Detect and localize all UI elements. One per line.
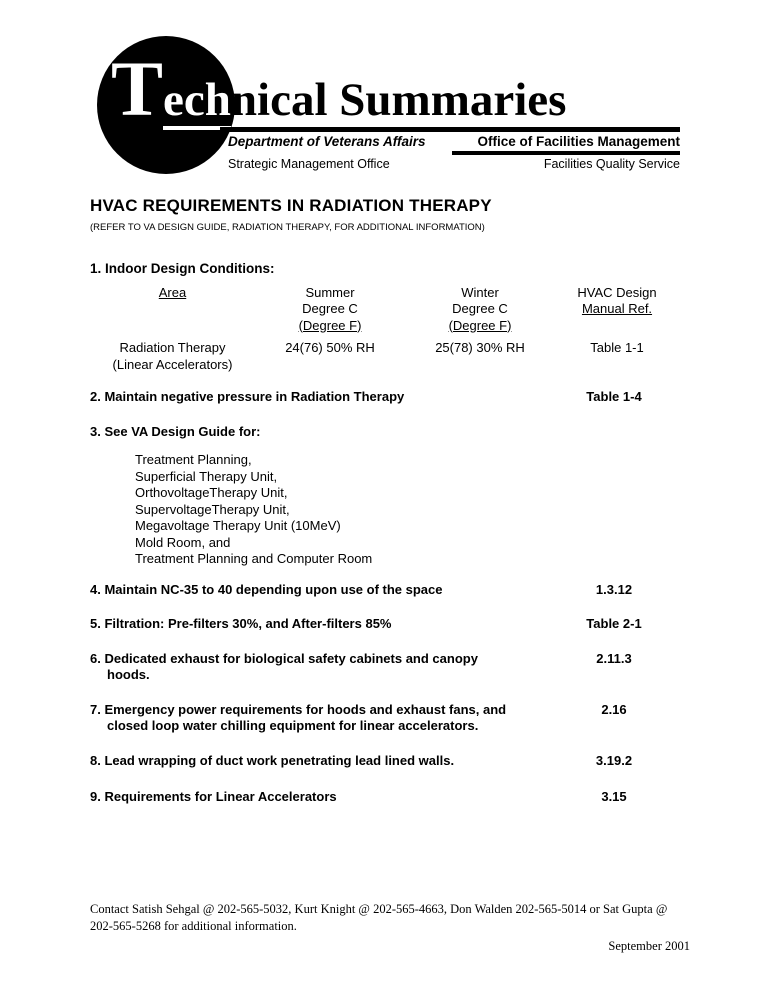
manual-ref-value: 2.16 bbox=[601, 701, 627, 717]
table-col-header-summer bbox=[255, 285, 405, 335]
design-guide-list bbox=[90, 452, 679, 568]
table-row-winter: 25(78) 30% RH bbox=[435, 340, 525, 355]
col-header-line: HVAC Design bbox=[577, 284, 657, 300]
table-row-area-line1: Radiation Therapy bbox=[119, 340, 226, 355]
requirement-text: 8. Lead wrapping of duct work penetrating lead lined walls. bbox=[90, 752, 455, 768]
requirement-text: 4. Maintain NC-35 to 40 depending upon use of the space bbox=[90, 581, 443, 597]
list-item: Mold Room, and bbox=[135, 534, 231, 550]
contact-line-1: Contact Satish Sehgal @ 202-565-5032, Kurt Knight @ 202-565-4663, Don Walden 202-565-5014 or Sat Gupta @ bbox=[90, 902, 668, 916]
col-header-line: (Degree F) bbox=[448, 317, 512, 333]
col-header-line: Summer bbox=[305, 284, 355, 300]
col-header-line: (Degree F) bbox=[298, 317, 362, 333]
table-row-area-line2: (Linear Accelerators) bbox=[112, 356, 233, 372]
requirement-item-4 bbox=[90, 582, 679, 599]
col-header-area-label: Area bbox=[158, 284, 187, 300]
logo-letter-t: T bbox=[111, 45, 164, 132]
col-header-line: Winter bbox=[461, 284, 499, 300]
section-1-heading: 1. Indoor Design Conditions: bbox=[90, 261, 275, 276]
requirement-text: 2. Maintain negative pressure in Radiation Therapy bbox=[90, 389, 405, 404]
department-office: Strategic Management Office bbox=[228, 157, 390, 171]
table-row-area bbox=[90, 340, 255, 373]
col-header-line: Degree C bbox=[302, 301, 358, 316]
logo-letters-ech: ech bbox=[163, 74, 231, 130]
manual-ref-value: Table 1-4 bbox=[586, 389, 642, 404]
col-header-line: Degree C bbox=[452, 301, 508, 316]
list-item: Treatment Planning and Computer Room bbox=[135, 551, 373, 566]
list-item: Megavoltage Therapy Unit (10MeV) bbox=[135, 518, 341, 533]
requirement-item-7 bbox=[90, 702, 679, 735]
contact-line-2: 202-565-5268 for additional information. bbox=[90, 919, 297, 933]
table-row-summer: 24(76) 50% RH bbox=[285, 340, 375, 355]
masthead-rule-right bbox=[452, 151, 680, 155]
requirement-text: 5. Filtration: Pre-filters 30%, and After-filters 85% bbox=[90, 616, 392, 631]
document-body bbox=[90, 196, 679, 824]
table-row-manual-ref: Table 1-1 bbox=[590, 340, 644, 355]
document-title: HVAC REQUIREMENTS IN RADIATION THERAPY bbox=[90, 196, 492, 215]
organization-service: Facilities Quality Service bbox=[543, 157, 680, 171]
requirement-line-2: closed loop water chilling equipment for linear accelerators. bbox=[107, 718, 479, 733]
table-col-header-area bbox=[90, 285, 255, 335]
requirement-line-1: 6. Dedicated exhaust for biological safety cabinets and canopy bbox=[90, 650, 478, 666]
manual-ref-value: 3.19.2 bbox=[595, 752, 633, 768]
requirement-line-1: 7. Emergency power requirements for hoods and exhaust fans, and bbox=[90, 701, 507, 717]
document-subtitle: (REFER TO VA DESIGN GUIDE, RADIATION THERAPY, FOR ADDITIONAL INFORMATION) bbox=[90, 222, 485, 233]
organization-name: Office of Facilities Management bbox=[477, 134, 680, 149]
table-col-header-manual-ref bbox=[555, 285, 679, 335]
list-item: Superficial Therapy Unit, bbox=[135, 468, 278, 484]
requirement-text: 9. Requirements for Linear Accelerators bbox=[90, 789, 337, 804]
requirement-item-9 bbox=[90, 789, 679, 806]
manual-ref-value: 3.15 bbox=[601, 789, 627, 804]
list-item: SupervoltageTherapy Unit, bbox=[135, 501, 290, 517]
masthead-rule-top bbox=[220, 127, 680, 132]
requirement-text bbox=[90, 651, 549, 684]
requirement-item-8 bbox=[90, 753, 679, 770]
list-item: OrthovoltageTherapy Unit, bbox=[135, 485, 288, 500]
list-item: Treatment Planning, bbox=[135, 452, 252, 467]
requirement-item-5 bbox=[90, 616, 679, 633]
manual-ref-value: 2.11.3 bbox=[596, 650, 632, 666]
logo-title bbox=[111, 45, 567, 132]
requirement-line-2: hoods. bbox=[107, 667, 150, 682]
requirement-item-3 bbox=[90, 424, 679, 441]
requirement-item-6 bbox=[90, 651, 679, 684]
department-name: Department of Veterans Affairs bbox=[228, 134, 426, 149]
requirement-text bbox=[90, 702, 549, 735]
requirement-item-2 bbox=[90, 389, 679, 406]
col-header-line: Manual Ref. bbox=[581, 301, 653, 316]
requirement-text: 3. See VA Design Guide for: bbox=[90, 423, 261, 439]
document-footer bbox=[90, 901, 690, 955]
design-conditions-table bbox=[90, 285, 679, 374]
manual-ref-value: Table 2-1 bbox=[586, 616, 642, 631]
manual-ref-value: 1.3.12 bbox=[595, 581, 633, 597]
logo-letters-rest: nical Summaries bbox=[230, 74, 567, 126]
table-col-header-winter bbox=[405, 285, 555, 335]
publication-date: September 2001 bbox=[608, 939, 690, 953]
